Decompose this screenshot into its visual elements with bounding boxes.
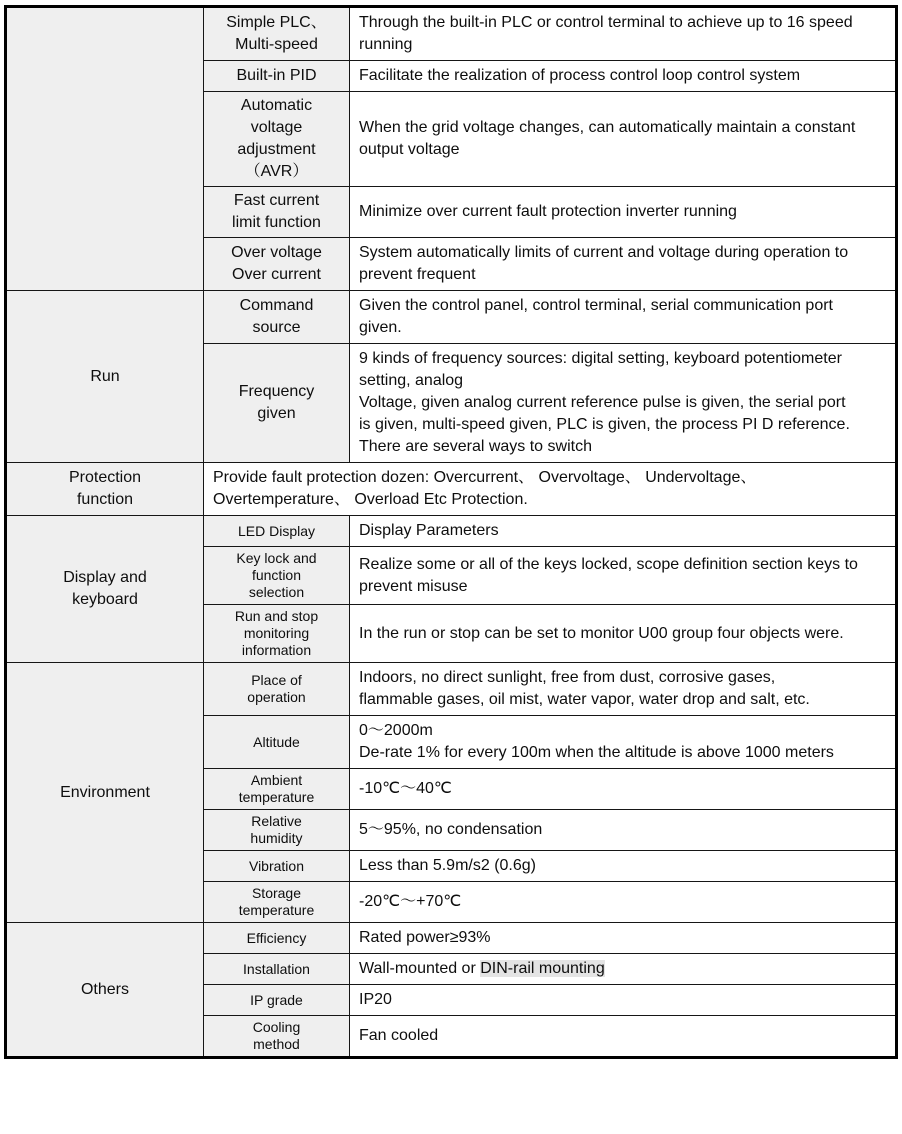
- description-line: -20℃～+70℃: [359, 893, 462, 910]
- feature-cell: IP grade: [204, 985, 350, 1016]
- feature-cell: Cooling method: [204, 1016, 350, 1058]
- description-cell: [204, 463, 897, 516]
- spec-table-body: [6, 7, 897, 1058]
- description-cell: [350, 769, 897, 810]
- table-row: [6, 516, 897, 547]
- spec-table: [4, 5, 898, 1059]
- description-cell: [350, 7, 897, 61]
- feature-cell: Storage temperature: [204, 882, 350, 923]
- description-line: 9 kinds of frequency sources: digital setting, keyboard potentiometer setting, analog: [359, 350, 842, 389]
- description-cell: [350, 1016, 897, 1058]
- table-row: [6, 923, 897, 954]
- description-line: Rated power≥93%: [359, 929, 491, 946]
- description-line: Indoors, no direct sunlight, free from dust, corrosive gases,: [359, 669, 776, 686]
- description-line: De-rate 1% for every 100m when the altitude is above 1000 meters: [359, 744, 834, 761]
- description-line: Provide fault protection dozen: Overcurrent、 Overvoltage、 Undervoltage、 Overtemperature、 Overload Etc Protection.: [213, 469, 757, 508]
- description-cell: [350, 716, 897, 769]
- description-cell: [350, 810, 897, 851]
- feature-cell: Simple PLC、 Multi-speed: [204, 7, 350, 61]
- description-line: flammable gases, oil mist, water vapor, water drop and salt, etc.: [359, 691, 810, 708]
- feature-cell: Efficiency: [204, 923, 350, 954]
- description-cell: [350, 344, 897, 463]
- description-cell: [350, 923, 897, 954]
- feature-cell: Installation: [204, 954, 350, 985]
- feature-cell: Built-in PID: [204, 61, 350, 92]
- description-line: Realize some or all of the keys locked, scope definition section keys to prevent misuse: [359, 555, 858, 595]
- feature-cell: Over voltage Over current: [204, 238, 350, 291]
- feature-cell: LED Display: [204, 516, 350, 547]
- description-line: System automatically limits of current and voltage during operation to prevent frequent: [359, 244, 849, 283]
- description-cell: [350, 516, 897, 547]
- table-row: [6, 463, 897, 516]
- category-cell: [6, 7, 204, 291]
- table-row: [6, 291, 897, 344]
- description-cell: [350, 882, 897, 923]
- feature-cell: Ambient temperature: [204, 769, 350, 810]
- category-cell: Protection function: [6, 463, 204, 516]
- description-cell: [350, 61, 897, 92]
- description-line: Wall-mounted or DIN-rail mounting: [359, 960, 605, 977]
- highlighted-text: DIN-rail mounting: [480, 960, 605, 977]
- description-cell: [350, 985, 897, 1016]
- feature-cell: Frequency given: [204, 344, 350, 463]
- feature-cell: Vibration: [204, 851, 350, 882]
- description-cell: [350, 851, 897, 882]
- category-cell: Display and keyboard: [6, 516, 204, 663]
- description-cell: [350, 663, 897, 716]
- description-line: IP20: [359, 991, 392, 1008]
- description-line: -10℃～40℃: [359, 780, 452, 797]
- feature-cell: Fast current limit function: [204, 187, 350, 238]
- table-row: [6, 7, 897, 61]
- description-cell: [350, 187, 897, 238]
- feature-cell: Run and stop monitoring information: [204, 605, 350, 663]
- description-line: Fan cooled: [359, 1027, 439, 1044]
- description-line: 0～2000m: [359, 722, 433, 739]
- category-cell: Environment: [6, 663, 204, 923]
- feature-cell: Key lock and function selection: [204, 547, 350, 605]
- feature-cell: Automatic voltage adjustment （AVR）: [204, 92, 350, 187]
- description-line: Less than 5.9m/s2 (0.6g): [359, 857, 536, 874]
- description-cell: [350, 92, 897, 187]
- description-cell: [350, 238, 897, 291]
- description-line: When the grid voltage changes, can automatically maintain a constant output voltage: [359, 119, 856, 158]
- feature-cell: Command source: [204, 291, 350, 344]
- description-line: Minimize over current fault protection inverter running: [359, 203, 737, 220]
- description-cell: [350, 605, 897, 663]
- feature-cell: Altitude: [204, 716, 350, 769]
- description-cell: [350, 547, 897, 605]
- category-cell: Others: [6, 923, 204, 1058]
- description-line: Through the built-in PLC or control terminal to achieve up to 16 speed running: [359, 14, 853, 53]
- description-line: Facilitate the realization of process control loop control system: [359, 67, 801, 84]
- description-line: Given the control panel, control terminal, serial communication port given.: [359, 297, 833, 336]
- description-cell: [350, 291, 897, 344]
- description-line: 5～95%, no condensation: [359, 821, 543, 838]
- description-cell: [350, 954, 897, 985]
- category-cell: Run: [6, 291, 204, 463]
- table-row: [6, 663, 897, 716]
- description-line: Display Parameters: [359, 522, 499, 539]
- feature-cell: Place of operation: [204, 663, 350, 716]
- description-line: Voltage, given analog current reference pulse is given, the serial port is given, multi-speed given, PLC is given, the process PI D reference. There are several ways to switch: [359, 394, 850, 455]
- description-line: In the run or stop can be set to monitor U00 group four objects were.: [359, 624, 844, 642]
- feature-cell: Relative humidity: [204, 810, 350, 851]
